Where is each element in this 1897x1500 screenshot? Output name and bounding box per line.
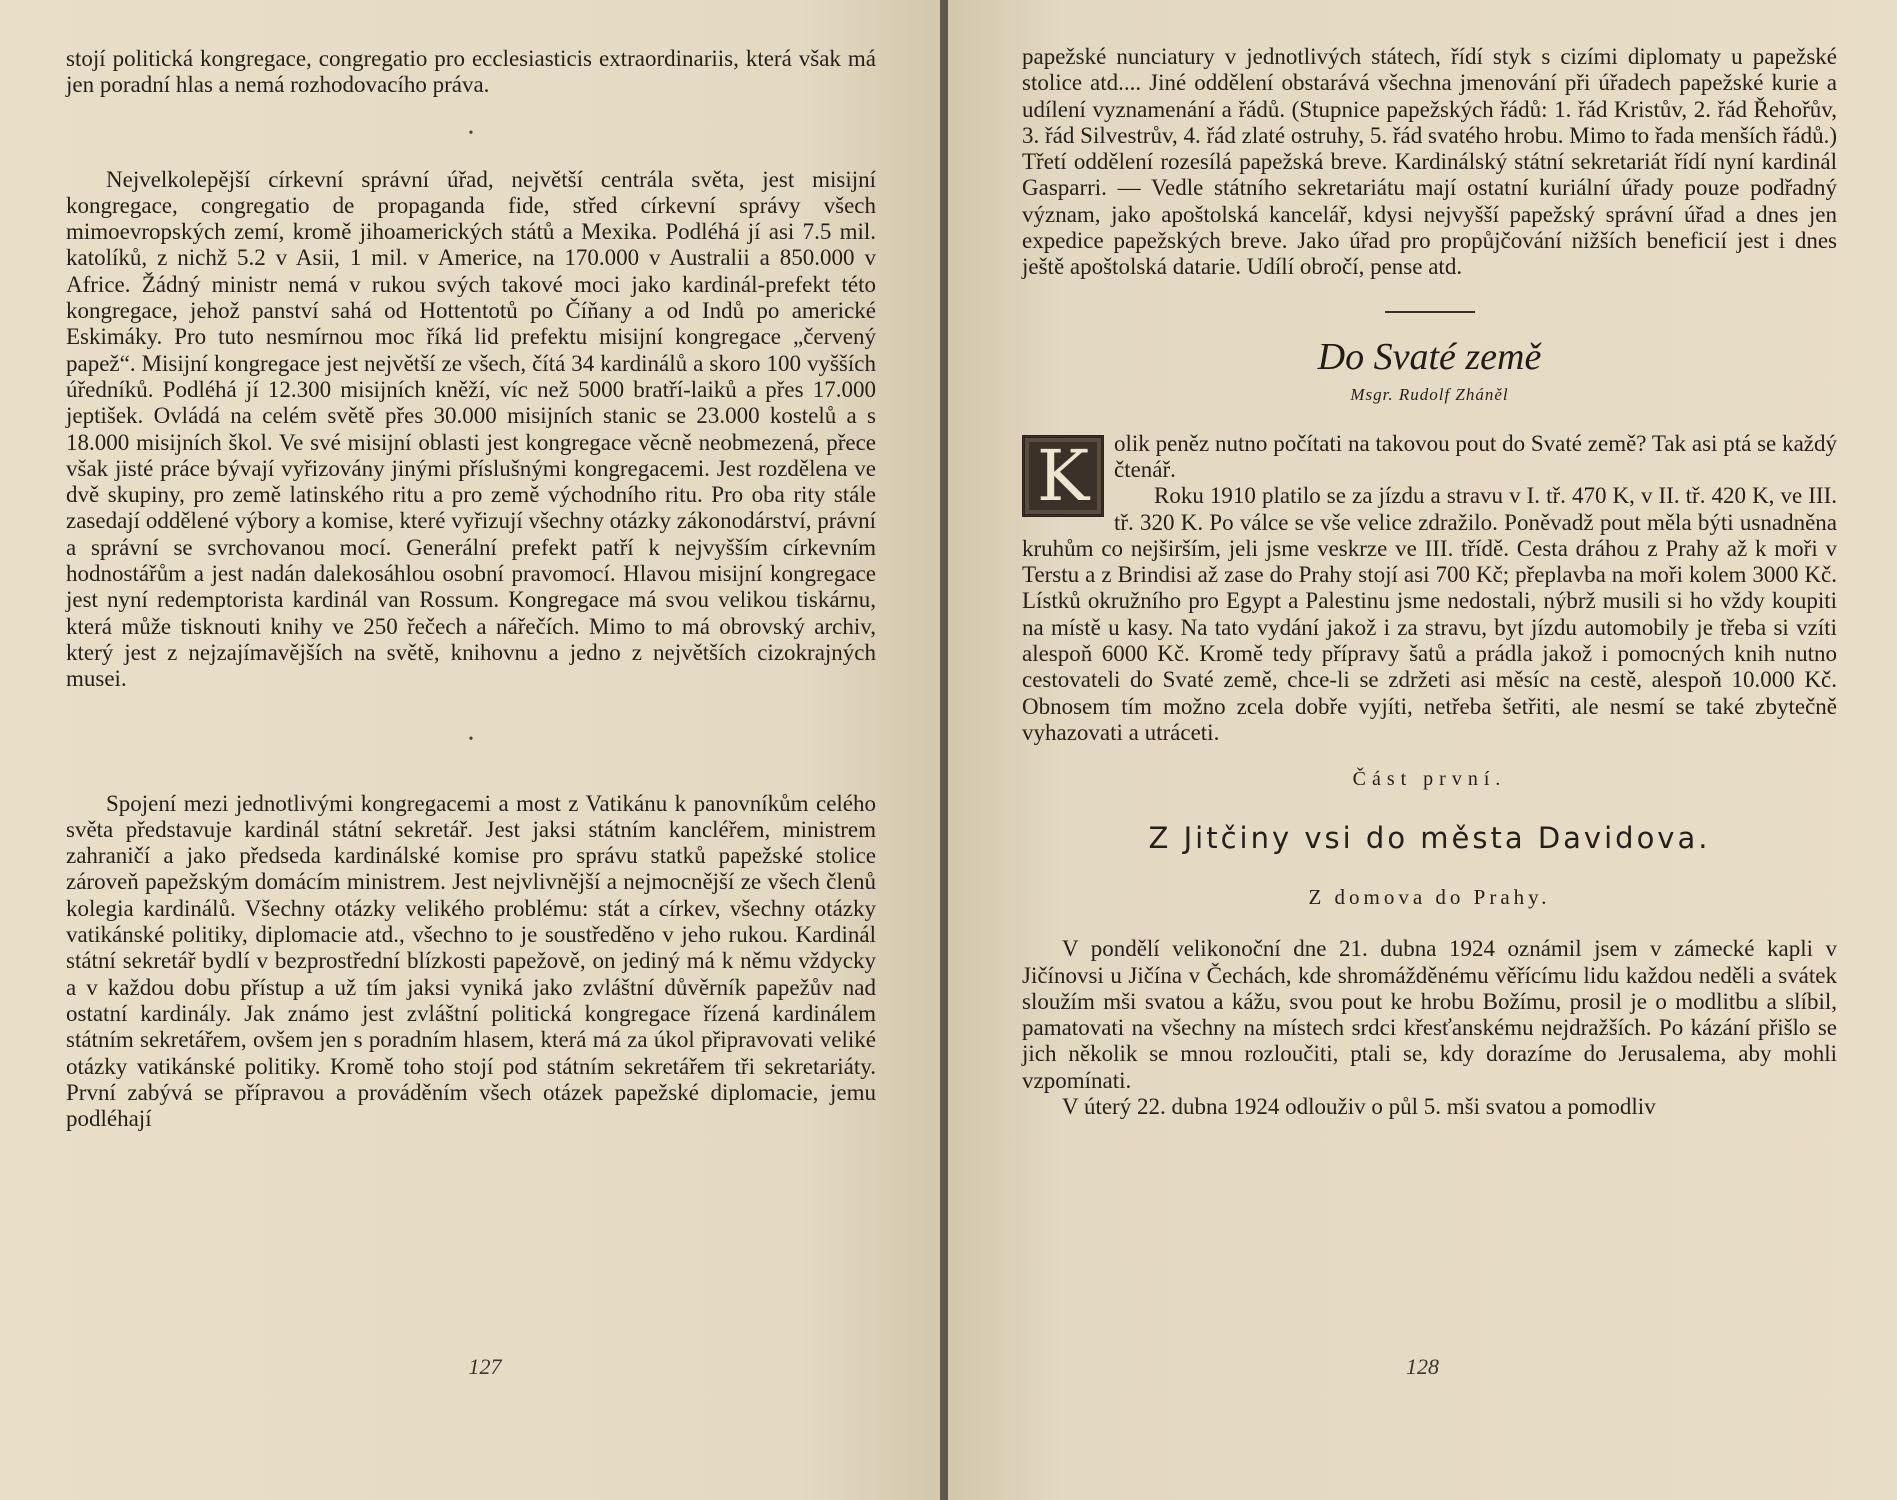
chapter-title: Z Jitčiny vsi do města Davidova. <box>1148 821 1711 856</box>
intro-paragraph: olik peněz nutno počítati na takovou pout do Svaté země? Tak asi ptá se každý čtenář. <box>1114 430 1837 482</box>
paragraph: papežské nunciatury v jednotlivých státech, řídí styk s cizími diplomaty u papežské stolice atd.... Jiné oddělení obstarává všechna jmenování při úřadech papežské kurie a udílení vyznamenání a řádů. (Stupnice papežských řádů: 1. řád Kristův, 2. řád Řehořův, 3. řád Silvestrův, 4. řád zlaté ostruhy, 5. řád svatého hrobu. Mimo to řada menších řádů.) Třetí oddělení rozesílá papežská breve. Kardinálský státní sekretariát řídí nyní kardinál Gasparri. — Vedle státního sekretariátu mají ostatní kuriální úřady pouze podřadný význam, jako apoštolská kancelář, kdysi nejvyšší papežský správní úřad a dnes jen expedice papežských breve. Jako úřad pro propůjčování nižších beneficií jest i dnes ještě apoštolská datarie. Udílí obročí, pense atd. <box>1022 44 1837 280</box>
right-page <box>948 0 1897 1500</box>
paragraph: Nejvelkolepější církevní správní úřad, největší centrála světa, jest misijní kongregace, congregatio de propaganda fide, střed církevní správy všech mimoevropských zemí, kromě jihoamerických států a Mexika. Podléhá jí asi 7.5 mil. katolíků, z nichž 5.2 v Asii, 1 mil. v Americe, na 170.000 v Australii a 850.000 v Africe. Žádný ministr nemá v rukou svých takové moci jako kardinál-prefekt této kongregace, jehož panství sahá od Hottentotů po Číňany a od Indů po americké Eskimáky. Pro tuto nesmírnou moc říká lid prefektu misijní kongregace „červený papež“. Misijní kongregace jest největší ze všech, čítá 34 kardinálů a skoro 100 vyšších úředníků. Podléhá jí 12.300 misijních kněží, víc než 5000 bratří-laiků a přes 17.000 jeptišek. Ovládá na celém světě přes 30.000 misijních stanic se 23.000 kostelů a s 18.000 misijních škol. Ve své misijní oblasti jest kongregace věcně neobmezená, přece však jisté práce bývají vyřizovány jinými příslušnými kongregacemi. Jest rozdělena ve dvě skupiny, pro země latinského ritu a pro země východního ritu. Pro oba rity stále zasedají oddělené výbory a komise, které vyřizují všechny otázky zákonodárství, právní a správní se svrchovanou mocí. Generální prefekt patří k nejvyšším církevním hodnostářům a jest nadán dalekosáhlou osobní pravomocí. Hlavou misijní kongregace jest nyní redemptorista kardinál van Rossum. Kongregace má svou velikou tiskárnu, která může tisknouti knihy ve 250 řečech a nářečích. Mimo to má obrovský archiv, který jest z nejzajímavějších na světě, knihovnu a jedno z největších cizokrajných musei. <box>66 166 876 692</box>
divider-rule <box>1385 311 1475 313</box>
paragraph: stojí politická kongregace, congregatio pro ecclesiasticis extraordinariis, která však má jen poradní hlas a nemá rozhodovacího práva. <box>66 46 876 98</box>
author-byline: Msgr. Rudolf Zháněl <box>1350 384 1509 404</box>
section-separator: • <box>468 125 474 141</box>
paragraph: V úterý 22. dubna 1924 odlouživ o půl 5. mši svatou a pomodliv <box>1062 1094 1656 1120</box>
paragraph: V pondělí velikonoční dne 21. dubna 1924 oznámil jsem v zámecké kapli v Jičínovsi u Jičína v Čechách, kde shromážděnému věřícímu lidu každou neděli a svátek sloužím mši svatou a kážu, svou pout ke hrobu Božímu, prosil je o modlitbu a slíbil, pamatovati na všechny na místech srdci křesťanskému nejdražších. Po kázání přišlo se jich několik se mnou rozloučiti, ptali se, kdy dorazíme do Jerusalema, aby mohli vzpomínati. <box>1022 936 1837 1093</box>
page-number: 127 <box>468 1354 502 1379</box>
section-title: Z domova do Prahy. <box>1308 885 1551 910</box>
part-label: Část první. <box>1352 768 1507 791</box>
paragraph: Roku 1910 platilo se za jízdu a stravu v I. tř. 470 K, v II. tř. 420 K, ve III. tř. 320 K. Po válce se vše velice zdražilo. Poněvadž pout měla býti usnadněna kruhům co nejširším, jeli jsme veskrze ve III. třídě. Cesta dráhou z Prahy až k moři v Terstu a z Brindisi až zase do Prahy stojí asi 700 Kč; přeplavba na moři kolem 3000 Kč. Lístků okružního pro Egypt a Palestinu jsme nedostali, nýbrž musili si ho vždy koupiti na místě u kasy. Na tato vydání jakož i za stravu, byt jízdu automobily je třeba si vzíti alespoň 6000 Kč. Kromě tedy přípravy šatů a prádla jakož i pomocných knih nutno cestovateli do Svaté země, chce-li se zdržeti asi měsíc na cestě, alespoň 10.000 Kč. Obnosem tím možno zcela dobře vyjíti, netřeba šetřiti, ale nesmí se také zbytečně vyhazovati a utráceti. <box>1022 483 1837 745</box>
paragraph: Spojení mezi jednotlivými kongregacemi a most z Vatikánu k panovníkům celého světa představuje kardinál státní sekretář. Jest jaksi státním kancléřem, ministrem zahraničí a jako předseda kardinálské komise pro správu statků papežské stolice zároveň papežským domácím ministrem. Jest nejvlivnější a nejmocnější ze všech členů kolegia kardinálů. Všechny otázky velikého problému: stát a církev, všechny otázky vatikánské politiky, diplomacie atd., všechno to je soustředěno v jeho rukou. Kardinál státní sekretář bydlí v bezprostřední blízkosti papežově, on jediný má k němu vždycky a v každou dobu přístup a už tím jaksi vyniká jako zvláštní důvěrník papežův nad ostatní kardinály. Jak známo jest zvláštní politická kongregace řízená kardinálem státním sekretářem, ovšem jen s poradním hlasem, která má za úkol připravovati veliké otázky vatikánské politiky. Kromě toho stojí pod státním sekretářem tři sekretariáty. První zabývá se přípravou a prováděním všech otázek papežské diplomacie, jemu podléhají <box>66 790 876 1132</box>
left-page <box>0 0 940 1500</box>
drop-cap-initial: K <box>1022 435 1104 517</box>
article-title: Do Svaté země <box>1317 335 1542 378</box>
page-number: 128 <box>1406 1354 1439 1379</box>
article-intro <box>1022 431 1837 747</box>
book-gutter <box>940 0 948 1500</box>
section-separator: • <box>468 731 474 747</box>
